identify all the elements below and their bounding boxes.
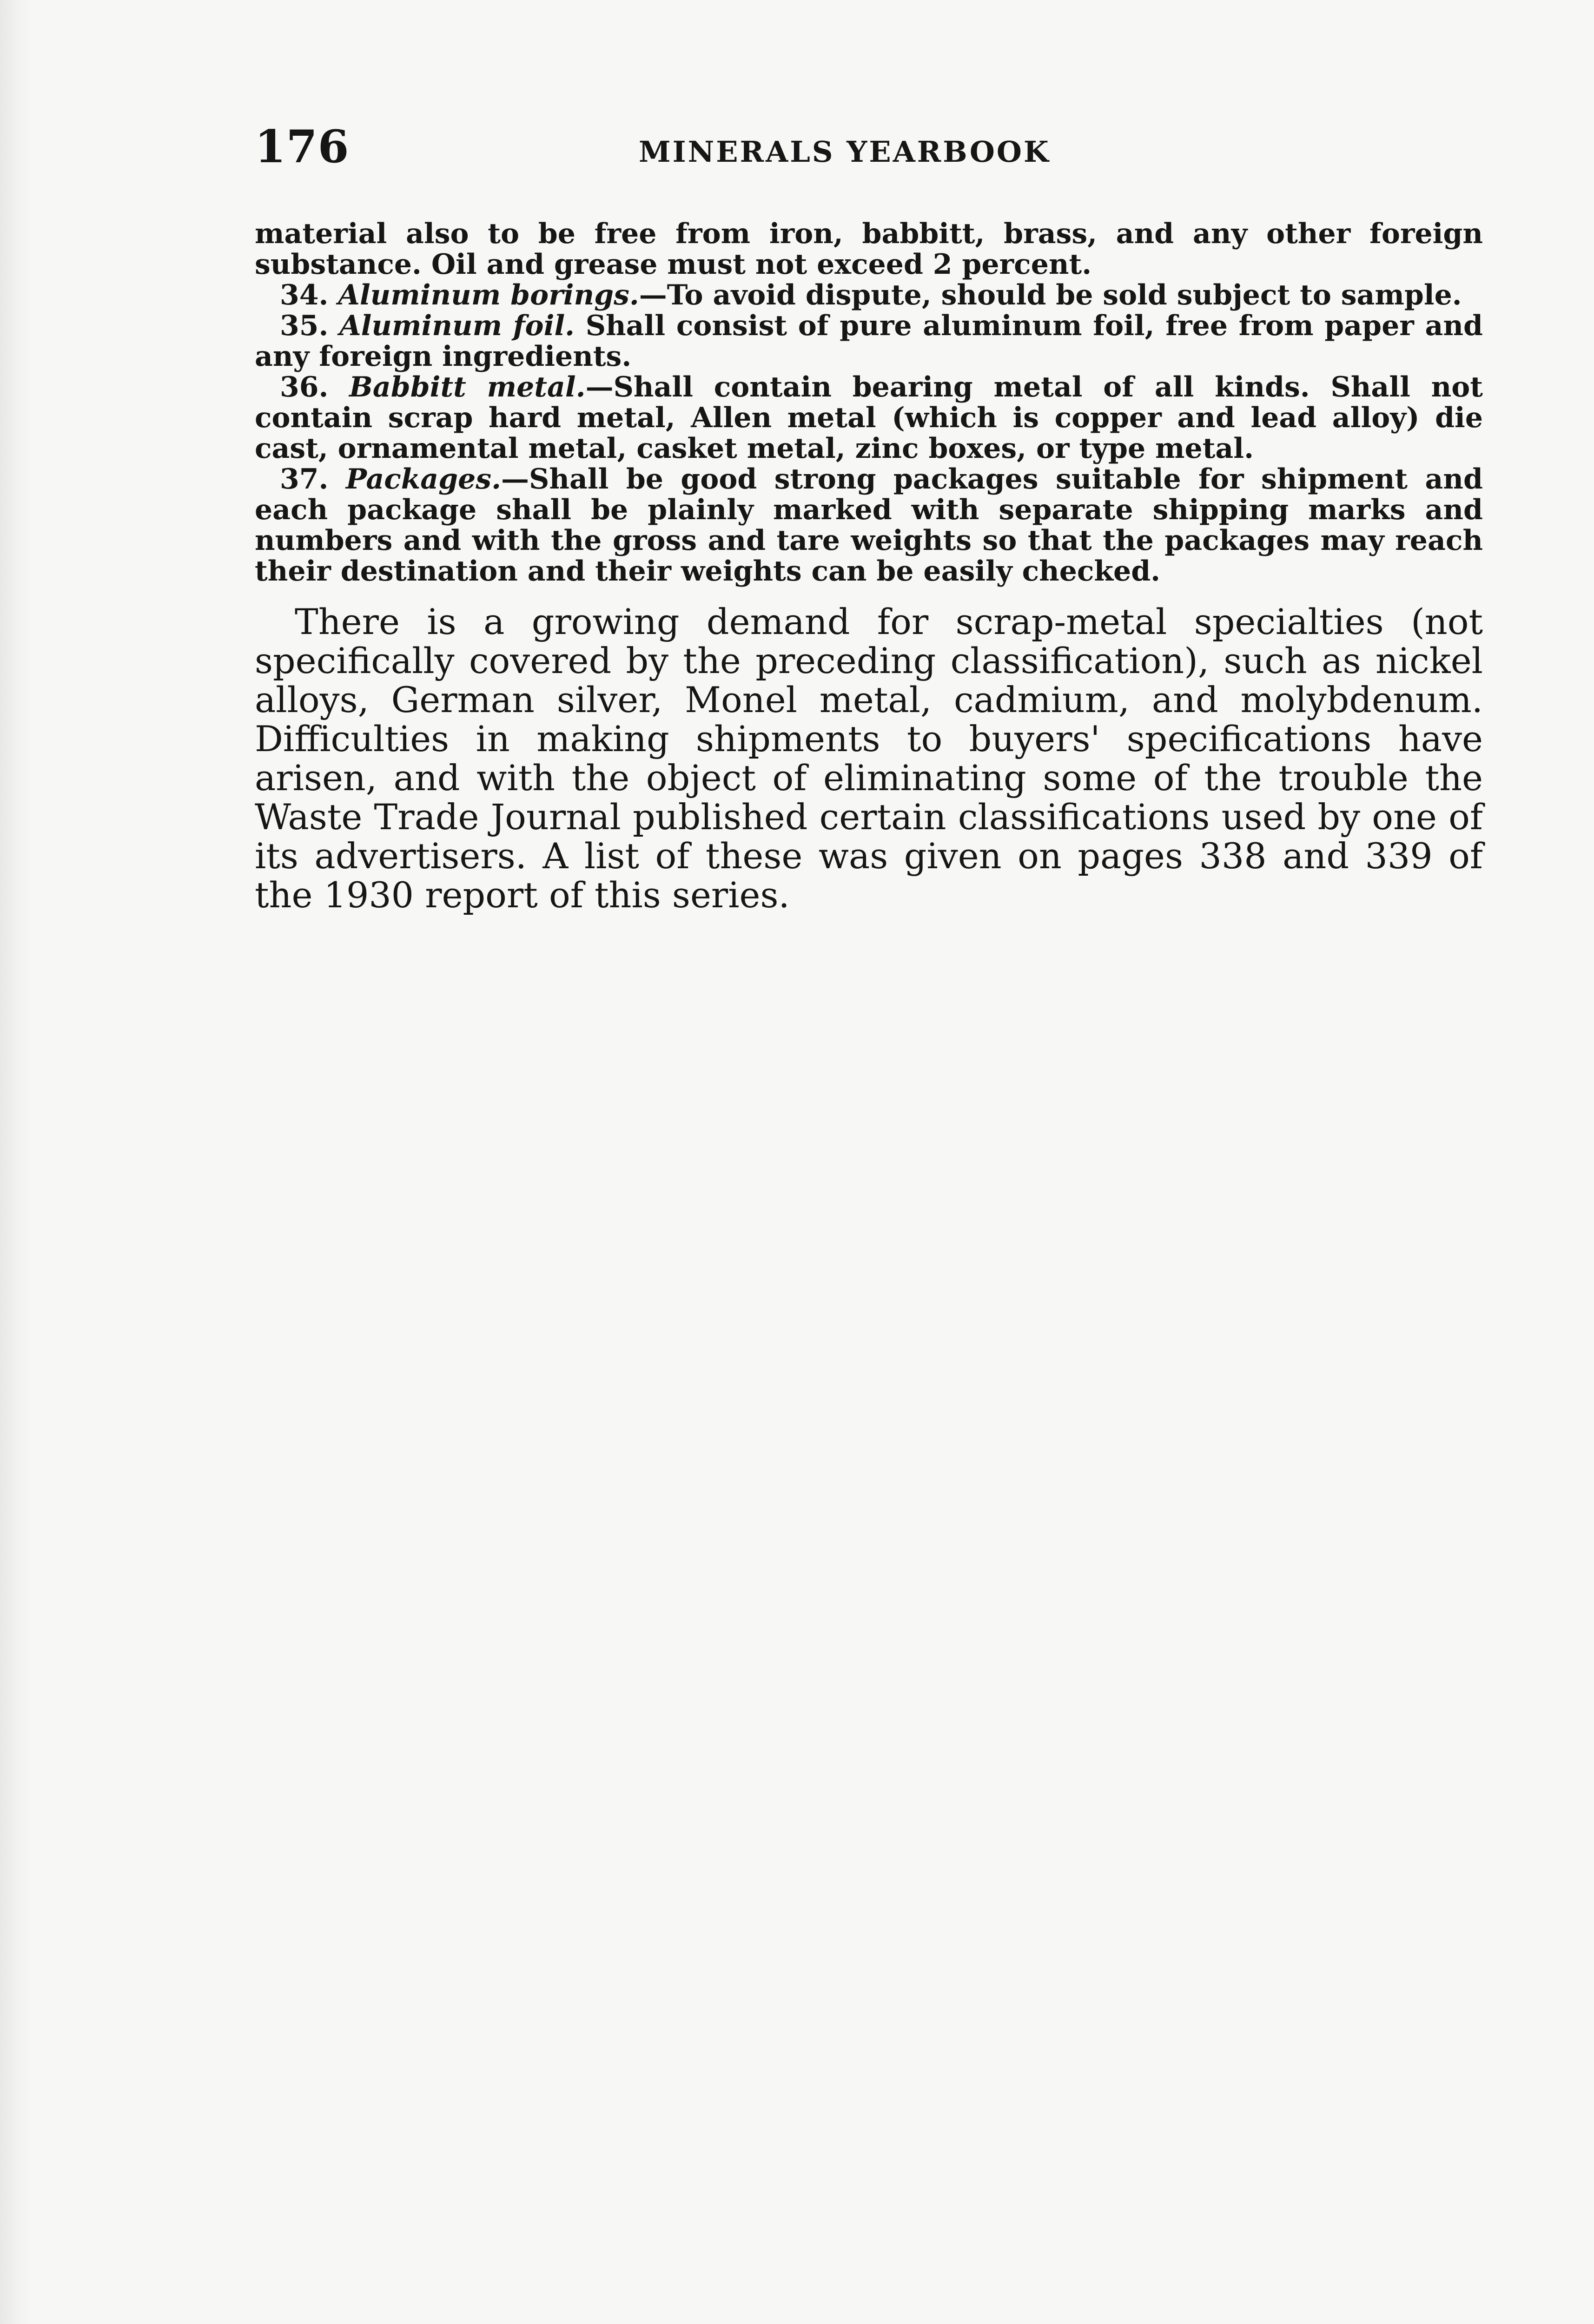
item-text: —Shall contain bearing metal of all kinds. Shall not contain scrap hard metal, Allen metal (which is copper and lead alloy) die cast, ornamental metal, casket metal, zinc boxes, or type metal. <box>255 371 1483 465</box>
item-title: Babbitt metal. <box>349 371 586 403</box>
specification-list <box>255 218 1483 587</box>
spec-item-36 <box>255 372 1483 464</box>
running-head: MINERALS YEARBOOK <box>639 135 1051 169</box>
item-number: 37. <box>280 463 329 495</box>
item-text: —To avoid dispute, should be sold subject to sample. <box>639 279 1462 311</box>
spec-item-34 <box>255 280 1483 310</box>
page-number: 176 <box>255 120 350 173</box>
item-text: Shall consist of pure aluminum foil, free from paper and any foreign ingredients. <box>255 310 1483 373</box>
continuation-paragraph: material also to be free from iron, babbitt, brass, and any other foreign substance. Oil and grease must not exceed 2 percent. <box>255 218 1483 281</box>
body-paragraph: There is a growing demand for scrap-metal specialties (not specifically covered by the preceding classification), such as nickel alloys, German silver, Monel metal, cadmium, and molybdenum. Difficulties in making shipments to buyers' specifications have arisen, and with the object of eliminating some of the trouble the Waste Trade Journal published certain classifications used by one of its advertisers. A list of these was given on pages 338 and 339 of the 1930 report of this series. <box>255 601 1483 916</box>
item-title: Aluminum borings. <box>338 279 639 311</box>
item-text: —Shall be good strong packages suitable for shipment and each package shall be plainly marked with separate shipping marks and numbers and with the gross and tare weights so that the packages may reach their destination and their weights can be easily checked. <box>255 463 1483 588</box>
item-number: 34. <box>280 279 329 311</box>
main-text <box>255 602 1483 915</box>
item-title: Packages. <box>345 463 501 495</box>
spec-item-35 <box>255 310 1483 372</box>
scanned-page-edge <box>0 0 33 2324</box>
page-header <box>255 120 1483 180</box>
spec-item-37 <box>255 464 1483 587</box>
item-title: Aluminum foil. <box>339 310 575 342</box>
item-number: 35. <box>280 310 329 342</box>
item-number: 36. <box>280 371 329 403</box>
